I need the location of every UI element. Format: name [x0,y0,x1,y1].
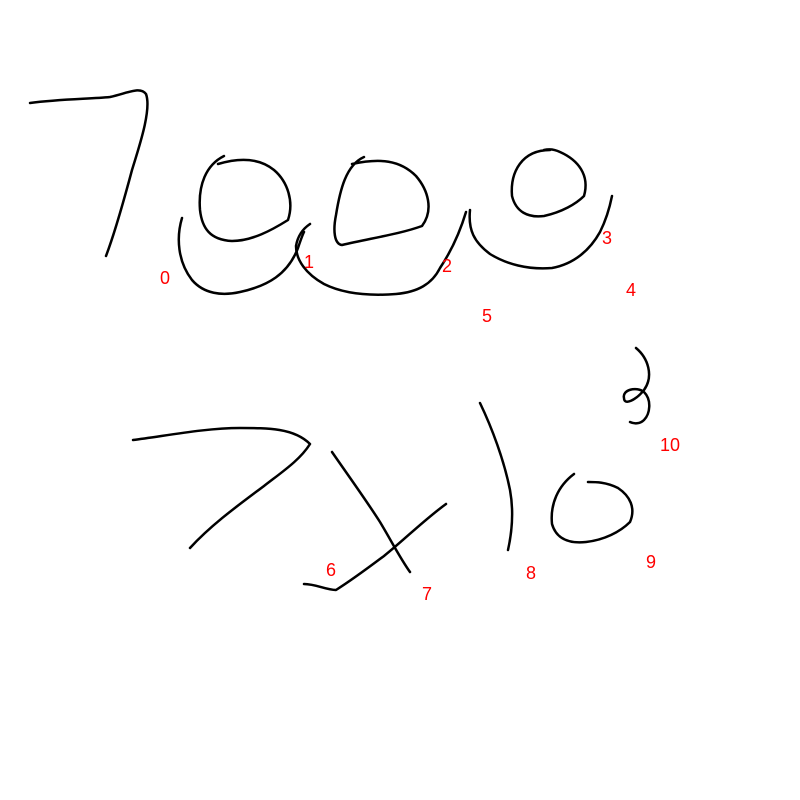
label-1: 1 [304,252,315,272]
stroke-digit-0-second [334,157,428,245]
label-3: 3 [602,228,613,248]
label-2: 2 [442,256,453,276]
label-5: 5 [482,306,493,326]
stroke-digit-7-bottom [133,428,310,548]
label-0: 0 [160,268,171,288]
stroke-exponent-8 [624,348,649,423]
label-9: 9 [646,552,657,572]
stroke-arc-1 [296,212,466,295]
stroke-arc-2 [470,196,612,268]
label-4: 4 [626,280,637,300]
stroke-digit-0-first [200,156,291,241]
label-10: 10 [660,435,681,455]
stroke-arc-0 [179,218,304,294]
stroke-digit-7-top [30,90,147,256]
stroke-x-diag-1 [332,452,410,572]
label-7: 7 [422,584,433,604]
stroke-digit-1 [480,403,512,550]
label-6: 6 [326,560,337,580]
stroke-digit-0-third [512,149,586,216]
stroke-digit-0-bottom [552,474,633,542]
label-8: 8 [526,563,537,583]
